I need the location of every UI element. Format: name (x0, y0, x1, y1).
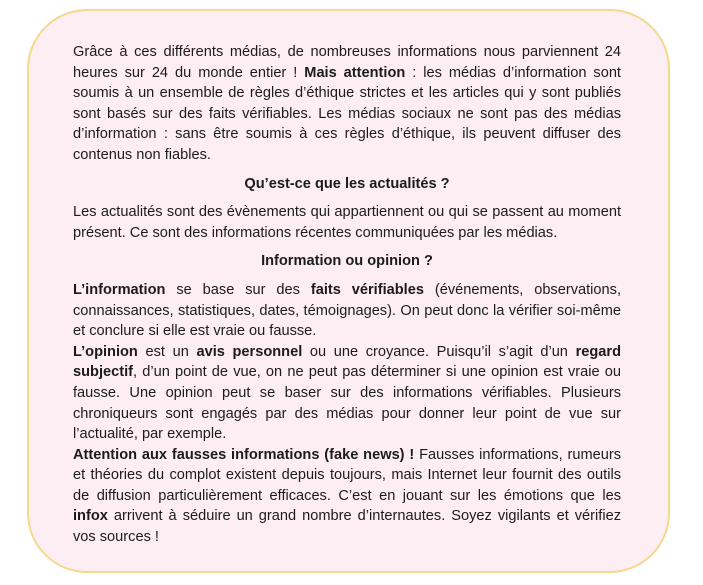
actualites-paragraph: Les actualités sont des évènements qui appartiennent ou qui se passent au moment présent. Ce sont des informations récentes communiquées par les médias. (73, 204, 621, 241)
faits-verifiables-term: faits vérifiables (310, 281, 424, 298)
card-content (73, 42, 621, 548)
opinion-text-2: ou une croyance. Puisqu’il s’agit d’un (302, 343, 576, 360)
fake-news-text-1: Fausses informations, rumeurs et théories du complot existent depuis toujours, mais Internet leur fournit des outils de diffusion particulièrement efficaces. C’est en jouant sur les émotions que les (73, 446, 621, 504)
intro-text-1: Grâce à ces différents médias, de nombreuses informations nous parviennent 24 heures sur 24 du monde entier ! (73, 44, 621, 81)
fake-news-text-2: arrivent à séduire un grand nombre d’internautes. Soyez vigilants et vérifiez vos sources ! (73, 508, 621, 546)
section-heading-information-opinion: Information ou opinion ? (261, 253, 433, 270)
opinion-term: L’opinion (73, 343, 138, 360)
avis-personnel-term: avis personnel (196, 343, 303, 360)
information-text-2: (événements, observations, connaissances, statistiques, dates, témoignages). On peut donc la vérifier soi-même et conclure si elle est vraie ou fausse. (73, 281, 622, 340)
information-text-1: se base sur des (165, 281, 311, 298)
information-term: L’information (73, 281, 166, 298)
opinion-paragraph (73, 342, 621, 445)
intro-bold-warning: Mais attention (304, 64, 406, 81)
info-card (27, 9, 670, 573)
information-paragraph (73, 280, 621, 342)
intro-text-2: : les médias d’information sont soumis à un ensemble de règles d’éthique strictes et les articles qui y sont publiés sont basés sur des faits vérifiables. Les médias sociaux ne sont pas des médias d’information : sans être soumis à ces règles d’éthique, ils peuvent diffuser des contenus non fiables. (73, 64, 621, 163)
fake-news-warning: Attention aux fausses informations (fake news) ! (73, 446, 415, 463)
regard-subjectif-term: regard subjectif (73, 343, 621, 381)
opinion-text-1: est un (137, 343, 197, 360)
intro-paragraph (73, 42, 621, 166)
opinion-text-3: , d’un point de vue, on ne peut pas déterminer si une opinion est vraie ou fausse. Une opinion peut se baser sur des informations vérifiables. Plusieurs chroniqueurs sont engagés par des médias pour donner leur point de vue sur l’actualité, par exemple. (73, 364, 621, 443)
infox-term: infox (73, 508, 108, 525)
fake-news-paragraph (73, 445, 621, 548)
section-heading-actualites: Qu’est-ce que les actualités ? (244, 175, 450, 192)
